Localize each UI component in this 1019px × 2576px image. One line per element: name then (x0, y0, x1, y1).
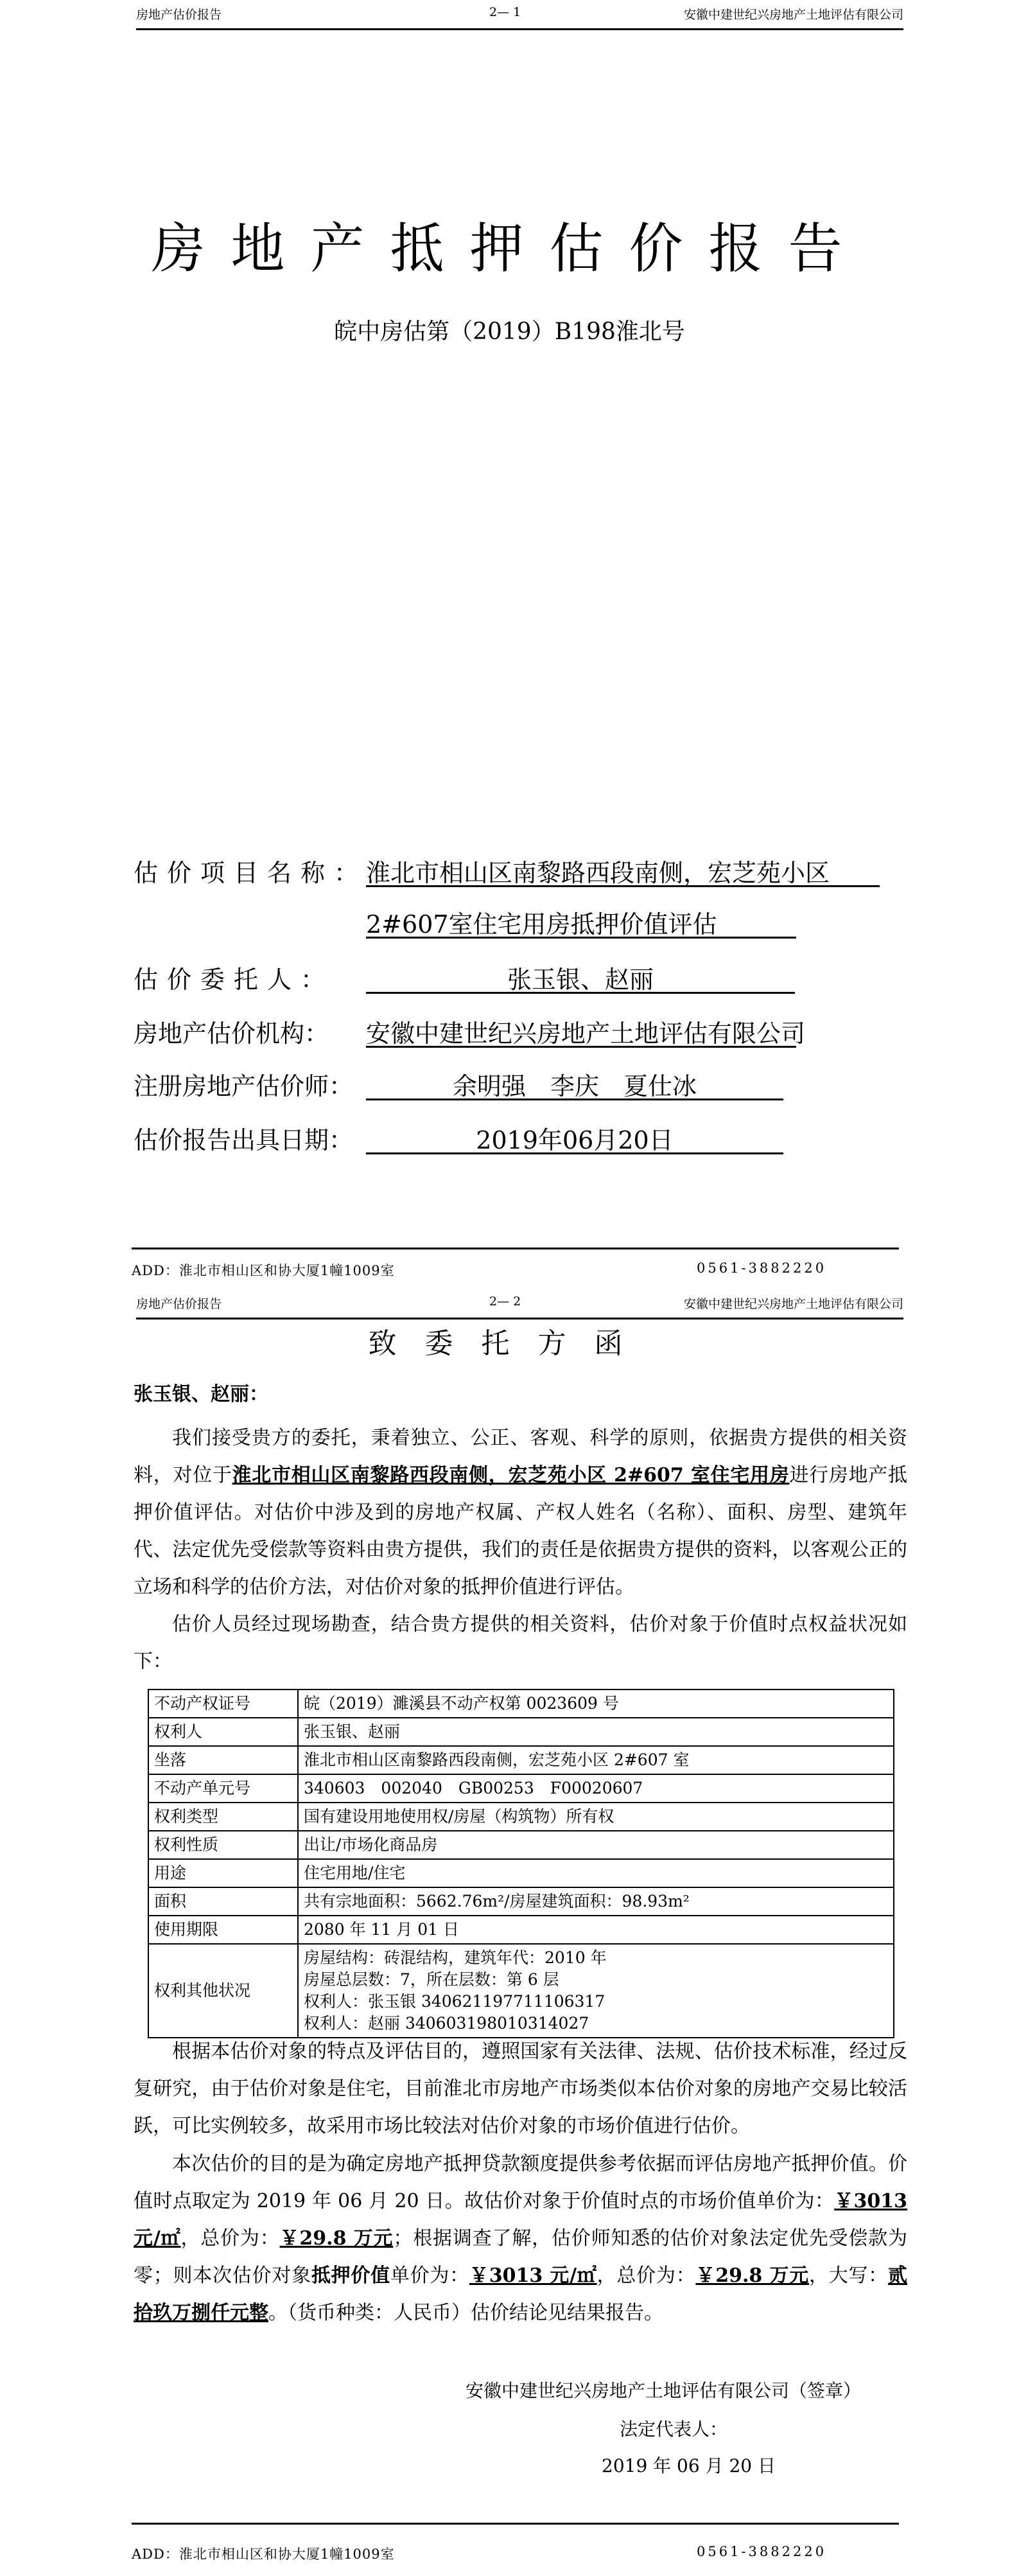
row-value: 共有宗地面积：5662.76m²/房屋建筑面积：98.93m² (298, 1887, 894, 1916)
row-value: 张玉银、赵丽 (298, 1718, 894, 1746)
row-key: 权利其他状况 (148, 1944, 298, 2038)
field-label: 注册房地产估价师： (134, 1072, 354, 1100)
cover-title: 房地产抵押估价报告 (151, 217, 868, 280)
total-price: ￥29.8 万元 (279, 2227, 394, 2250)
other-condition-line: 房屋结构：砖混结构，建筑年代：2010 年 (304, 1948, 607, 1967)
field-label: 房地产估价机构： (134, 1019, 329, 1048)
rights-table (148, 1689, 894, 2038)
footer-rule (132, 2523, 899, 2525)
property-address-underlined: 淮北市相山区南黎路西段南侧，宏芝苑小区 2#607 室住宅用房 (232, 1464, 790, 1486)
table-row (148, 1887, 894, 1916)
row-value: 国有建设用地使用权/房屋（构筑物）所有权 (298, 1803, 894, 1831)
signature-company: 安徽中建世纪兴房地产土地评估有限公司（签章） (466, 2380, 862, 2401)
table-row (148, 1774, 894, 1803)
text: ，大写： (809, 2264, 889, 2287)
total-price-uppercase: 贰拾玖万捌仟元整 (134, 2264, 908, 2324)
paragraph-survey: 估价人员经过现场勘查，结合贵方提供的相关资料，估价对象于价值时点权益状况如下： (134, 1613, 907, 1673)
field-value: 淮北市相山区南黎路西段南侧，宏芝苑小区 (366, 853, 880, 887)
other-condition-line: 房屋总层数：7，所在层数：第 6 层 (304, 1970, 559, 1989)
table-row (148, 1746, 894, 1774)
mortgage-unit-price: ￥3013 元/㎡ (469, 2264, 597, 2287)
row-value (298, 1944, 894, 2038)
page-letter (0, 1275, 1019, 2576)
other-condition-line: 权利人：张玉银 340621197711106317 (304, 1992, 605, 2011)
text: 单价为： (390, 2264, 469, 2287)
paragraph-intro (134, 1420, 907, 1606)
row-key: 不动产单元号 (148, 1774, 298, 1803)
table-row (148, 1803, 894, 1831)
row-key: 权利人 (148, 1718, 298, 1746)
field-label: 估价报告出具日期： (134, 1126, 354, 1154)
page-cover (0, 0, 1019, 1278)
row-key: 使用期限 (148, 1916, 298, 1944)
text: 本次估价的目的是为确定房地产抵押贷款额度提供参考依据而评估房地产抵押价值。价值时点取定为 2019 年 06 月 20 日。故估价对象于价值时点的市场价值单价为： (134, 2153, 907, 2212)
text: 我们接受贵方的委托，秉着独立、公正、客观、科学的原则，依据贵方提供的相关资料，对位于 (134, 1427, 907, 1486)
row-key: 用途 (148, 1859, 298, 1887)
row-value: 住宅用地/住宅 (298, 1859, 894, 1887)
legal-representative: 法定代表人： (620, 2419, 728, 2440)
row-key: 不动产权证号 (148, 1689, 298, 1718)
row-key: 坐落 (148, 1746, 298, 1774)
row-value: 2080 年 11 月 01 日 (298, 1916, 894, 1944)
header-doc-type: 房地产估价报告 (136, 8, 222, 22)
row-value: 皖（2019）濉溪县不动产权第 0023609 号 (298, 1689, 894, 1718)
footer-phone: 0561-3882220 (697, 2544, 827, 2559)
footer-address: ADD：淮北市相山区和协大厦1幢1009室 (132, 1263, 395, 1278)
header-company: 安徽中建世纪兴房地产土地评估有限公司 (683, 1297, 903, 1311)
field-value: 安徽中建世纪兴房地产土地评估有限公司 (366, 1014, 796, 1048)
letter-title: 致委托方函 (368, 1327, 651, 1360)
paragraph-method: 根据本估价对象的特点及评估目的，遵照国家有关法律、法规、估价技术标准，经过反复研究，由于估价对象是住宅，目前淮北市房地产市场类似本估价对象的房地产交易比较活跃，可比实例较多，故采用市场比较法对估价对象的市场价值进行估价。 (134, 2040, 907, 2137)
mortgage-value-label: 抵押价值 (311, 2264, 390, 2287)
text: 进行房地产抵押价值评估。对估价中涉及到的房地产权属、产权人姓名（名称）、面积、房型、建筑年代、法定优先受偿款等资料由贵方提供，我们的责任是依据贵方提供的资料，以客观公正的立场和科学的估价方法，对估价对象的抵押价值进行评估。 (134, 1464, 908, 1598)
table-row (148, 1944, 894, 2038)
signature-date: 2019 年 06 月 20 日 (602, 2455, 776, 2476)
field-value: 张玉银、赵丽 (366, 960, 795, 994)
field-value: 2019年06月20日 (366, 1120, 783, 1154)
row-value: 340603 002040 GB00253 F00020607 (298, 1774, 894, 1803)
text: 。（货币种类：人民币）估价结论见结果报告。 (268, 2302, 663, 2324)
table-row (148, 1689, 894, 1718)
row-value: 淮北市相山区南黎路西段南侧，宏芝苑小区 2#607 室 (298, 1746, 894, 1774)
row-value: 出让/市场化商品房 (298, 1831, 894, 1859)
field-label: 估价委托人： (134, 966, 335, 994)
header-page-number: 2— 1 (489, 5, 521, 19)
row-key: 权利类型 (148, 1803, 298, 1831)
row-key: 权利性质 (148, 1831, 298, 1859)
table-row (148, 1718, 894, 1746)
header-doc-type: 房地产估价报告 (136, 1297, 222, 1311)
text: ，总价为： (597, 2264, 696, 2287)
footer-address: ADD：淮北市相山区和协大厦1幢1009室 (132, 2546, 395, 2562)
unit-price: ￥3013 元/㎡ (134, 2190, 907, 2250)
report-number: 皖中房估第（2019）B198淮北号 (334, 319, 685, 345)
paragraph-conclusion (134, 2146, 907, 2332)
other-condition-line: 权利人：赵丽 340603198010314027 (304, 2014, 589, 2033)
table-row (148, 1916, 894, 1944)
field-value: 余明强 李庆 夏仕冰 (366, 1066, 783, 1100)
footer-phone: 0561-3882220 (697, 1260, 827, 1276)
table-row (148, 1831, 894, 1859)
field-label: 估价项目名称： (134, 859, 368, 887)
footer-rule (132, 1248, 899, 1249)
field-value: 2#607室住宅用房抵押价值评估 (366, 904, 796, 939)
row-key: 面积 (148, 1887, 298, 1916)
page-header (136, 1289, 903, 1319)
table-row (148, 1859, 894, 1887)
page-header (136, 0, 903, 30)
header-page-number: 2— 2 (489, 1294, 521, 1309)
text: ，总价为： (180, 2227, 280, 2250)
text: ；根据调查了解，估价师知悉的估价对象法定优先受偿款为零；则本次估价对象 (134, 2227, 907, 2287)
mortgage-total-price: ￥29.8 万元 (695, 2264, 809, 2287)
header-company: 安徽中建世纪兴房地产土地评估有限公司 (683, 8, 903, 22)
salutation: 张玉银、赵丽： (134, 1383, 268, 1406)
